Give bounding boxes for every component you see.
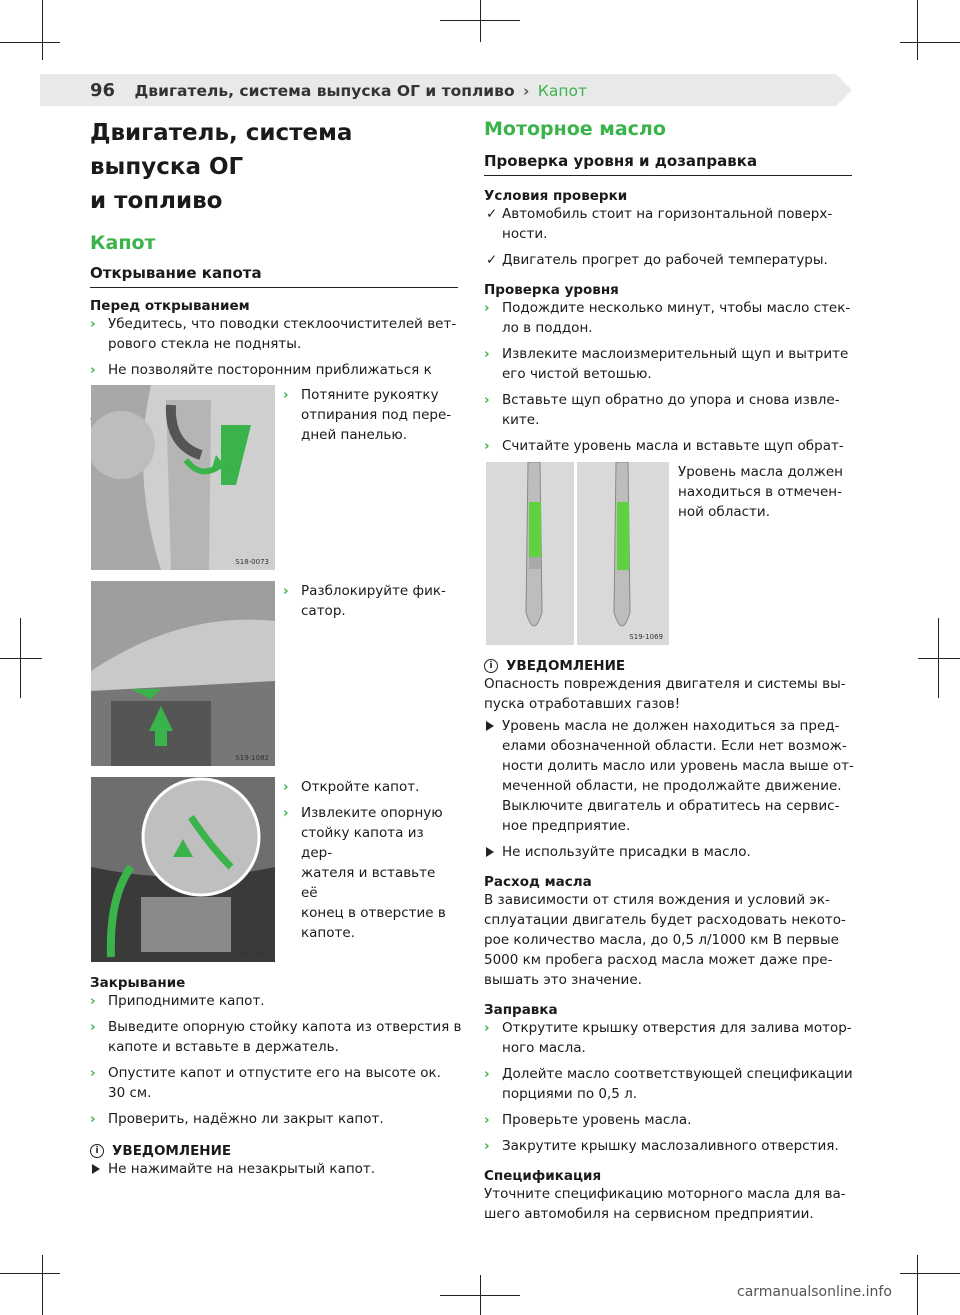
- left-column: [90, 116, 458, 428]
- triangle-bullet-icon: [486, 847, 494, 857]
- notice-item: Уровень масла не должен находиться за пред- елами обозначенной области. Если нет возмож- ности долить масло или уровень масла выше от- меченной области, не продолжайте движение. Выключите двигатель и обратитесь на сервис- ное предприятие.: [484, 716, 856, 836]
- figure-code: S19-1069: [629, 633, 663, 641]
- breadcrumb-separator: ›: [523, 82, 530, 100]
- subtitle: Капот: [90, 232, 156, 254]
- before-label: Перед открыванием: [90, 298, 250, 314]
- dipstick-figure: [486, 462, 669, 645]
- notice-item: Не нажимайте на незакрытый капот.: [90, 1159, 462, 1179]
- list-item: › Потяните рукоятку отпирания под пере- дней панелью.: [283, 387, 452, 443]
- breadcrumb-current[interactable]: Капот: [537, 82, 587, 100]
- list-item: › Выведите опорную стойку капота из отверстия в капоте и вставьте в держатель.: [90, 1019, 462, 1055]
- right-lower: i УВЕДОМЛЕНИЕ Опасность повреждения двигателя и системы вы- пуска отработавших газов! Уровень масла не должен находиться за пред- елами обозначенной области. Если нет возмож- ности долить масло или уровень масла выше от- меченной области, не продолжайте движение. Выключите двигатель и обратитесь на сервис- ное предприятие. Не используйте присадки в масло. Расход масла В зависимости от стиля вождения и условий эк- сплуатации двигатель будет расходовать некото- рое количество масла, до 0,5 л/1000 км В первые 5000 км пробега расход масла может даже пре- вышать это значение. Заправка › Открутите крышку отверстия для залива мотор- ного масла. › Долейте масло соответствующей спецификации порциями по 0,5 л. › Проверьте уровень масла. › Закрутите крышку маслозаливного отверстия. Спецификация Уточните спецификацию моторного масла для ва- шего автомобиля на сервисном предприятии.: [484, 658, 856, 1224]
- crop-mark: [440, 1295, 520, 1296]
- closing-section: [90, 975, 462, 1179]
- checkmark-icon: ✓: [486, 206, 498, 222]
- figure-steps: [283, 385, 453, 445]
- right-title: Моторное масло: [484, 118, 666, 140]
- figure-steps: [283, 777, 453, 943]
- condition-item: ✓ Двигатель прогрет до рабочей температуры.: [486, 252, 828, 268]
- right-section-heading: Проверка уровня и дозаправка: [484, 152, 852, 176]
- figure-image: [91, 581, 275, 766]
- figure-code: S19-1083: [235, 950, 269, 958]
- figure-image: [91, 385, 275, 570]
- list-item: › Убедитесь, что поводки стеклоочистителей вет- рового стекла не подняты.: [90, 316, 457, 352]
- consumption-label: Расход масла: [484, 874, 592, 890]
- page-title: Двигатель, система выпуска ОГ: [90, 120, 353, 180]
- crop-mark: [917, 1255, 918, 1315]
- list-item: › Разблокируйте фик- сатор.: [283, 583, 446, 619]
- list-item: › Приподнимите капот.: [90, 993, 265, 1009]
- notice-item: Не используйте присадки в масло.: [484, 842, 856, 862]
- figure-image: [91, 777, 275, 962]
- crop-mark: [918, 658, 960, 659]
- right-column: [484, 118, 852, 476]
- list-item: › Проверьте уровень масла.: [484, 1112, 692, 1128]
- notice-heading: i УВЕДОМЛЕНИЕ: [484, 658, 856, 674]
- crop-mark: [42, 0, 43, 60]
- list-item: › Не позволяйте посторонним приближаться к: [90, 362, 432, 378]
- crop-mark: [0, 658, 42, 659]
- conditions-label: Условия проверки: [484, 188, 628, 204]
- spec-label: Спецификация: [484, 1168, 602, 1184]
- crop-mark: [917, 0, 918, 60]
- list-item: › Подождите несколько минут, чтобы масло стек- ло в поддон.: [484, 300, 851, 336]
- page-title-line2: и топливо: [90, 188, 223, 214]
- hood-release-illustration: [91, 385, 275, 570]
- list-item: › Считайте уровень масла и вставьте щуп обрат-: [484, 438, 844, 454]
- checkmark-icon: ✓: [486, 252, 498, 268]
- list-item: › Открутите крышку отверстия для залива мотор- ного масла.: [484, 1020, 852, 1056]
- list-item: › Закрутите крышку маслозаливного отверстия.: [484, 1138, 839, 1154]
- dipstick-caption: Уровень масла должен находиться в отмечен- ной области.: [678, 464, 843, 520]
- engine-bay-illustration: [91, 777, 275, 962]
- crop-mark: [900, 1273, 960, 1274]
- refill-label: Заправка: [484, 1002, 558, 1018]
- list-item: › Откройте капот.: [283, 779, 420, 795]
- triangle-bullet-icon: [486, 721, 494, 731]
- list-item: › Опустите капот и отпустите его на высоте ок. 30 см.: [90, 1065, 441, 1101]
- watermark: carmanualsonline.info: [737, 1284, 892, 1300]
- notice-heading: i УВЕДОМЛЕНИЕ: [90, 1143, 462, 1159]
- closing-label: Закрывание: [90, 975, 186, 991]
- breadcrumb-section[interactable]: Двигатель, система выпуска ОГ и топливо: [134, 82, 515, 100]
- list-item: › Вставьте щуп обратно до упора и снова извле- ките.: [484, 392, 840, 428]
- crop-mark: [42, 1255, 43, 1315]
- crop-mark: [0, 42, 60, 43]
- page-number: 96: [90, 80, 116, 101]
- dipstick-illustration: [486, 462, 669, 645]
- crop-mark: [480, 0, 481, 42]
- info-icon: i: [484, 659, 498, 673]
- condition-item: ✓ Автомобиль стоит на горизонтальной поверх- ности.: [486, 206, 833, 242]
- figure-code: S18-0073: [235, 558, 269, 566]
- info-icon: i: [90, 1144, 104, 1158]
- check-label: Проверка уровня: [484, 282, 619, 298]
- figure-steps: [283, 581, 453, 621]
- crop-mark: [0, 1273, 60, 1274]
- triangle-bullet-icon: [92, 1164, 100, 1174]
- figure-code: S19-1082: [235, 754, 269, 762]
- list-item: › Извлеките маслоизмерительный щуп и вытрите его чистой ветошью.: [484, 346, 849, 382]
- latch-illustration: [91, 581, 275, 766]
- list-item: › Проверить, надёжно ли закрыт капот.: [90, 1111, 384, 1127]
- section-heading: Открывание капота: [90, 264, 458, 288]
- breadcrumb: [90, 80, 587, 101]
- crop-mark: [900, 42, 960, 43]
- crop-mark: [440, 20, 520, 21]
- list-item: › Долейте масло соответствующей спецификации порциями по 0,5 л.: [484, 1066, 853, 1102]
- list-item: › Извлеките опорную стойку капота из дер- жателя и вставьте её конец в отверстие в капоте.: [283, 805, 446, 941]
